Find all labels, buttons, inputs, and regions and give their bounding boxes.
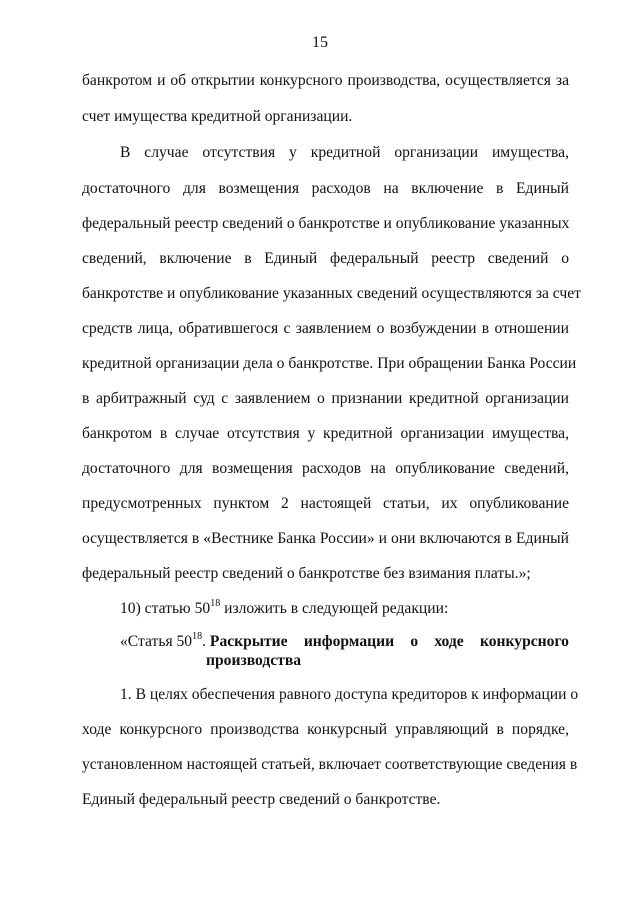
text-line: федеральный реестр сведений о банкротстве и опубликование указанных — [82, 215, 570, 232]
heading-word: конкурсного — [479, 633, 569, 650]
item-superscript: 18 — [210, 597, 221, 609]
text-line: осуществляется в «Вестнике Банка России» и они включаются в Единый — [82, 530, 569, 547]
text-line: достаточного для возмещения расходов на опубликование сведений, — [82, 460, 569, 477]
text-line: ходе конкурсного производства конкурсный управляющий в порядке, — [82, 721, 569, 738]
text-line: счет имущества кредитной организации. — [82, 108, 353, 125]
text-line: средств лица, обратившегося с заявлением о возбуждении в отношении — [82, 320, 569, 337]
text-line: предусмотренных пунктом 2 настоящей статьи, их опубликование — [82, 495, 569, 512]
text-line: банкротстве и опубликование указанных сведений осуществляются за счет — [82, 285, 581, 302]
text-line: банкротом в случае отсутствия у кредитной организации имущества, — [82, 425, 569, 442]
paragraph-first-line: В случае отсутствия у кредитной организации имущества, — [120, 144, 569, 161]
text-line: кредитной организации дела о банкротстве. При обращении Банка России — [82, 355, 577, 372]
item-text: 10) статью 50 — [120, 600, 211, 617]
text-line: достаточного для возмещения расходов на включение в Единый — [82, 180, 569, 197]
text-line: Единый федеральный реестр сведений о банкротстве. — [82, 791, 441, 808]
item-text-end: изложить в следующей редакции: — [220, 600, 449, 617]
article-label: «Статья $50^{18}$. Раскрытие — [120, 630, 288, 650]
text-line: банкротом и об открытии конкурсного производства, осуществляется за — [82, 72, 569, 89]
amendment-item — [120, 599, 569, 619]
page-number: 15 — [312, 34, 328, 51]
paragraph-first-line: 1. В целях обеспечения равного доступа кредиторов к информации о — [120, 686, 579, 703]
text-line: сведений, включение в Единый федеральный реестр сведений о — [82, 250, 569, 267]
heading-word: ходе — [434, 633, 464, 650]
heading-continuation: производства — [206, 652, 302, 669]
heading-word: информации — [303, 633, 395, 650]
article-heading — [120, 632, 569, 670]
heading-word: о — [410, 633, 419, 650]
text-line: в арбитражный суд с заявлением о признании кредитной организации — [82, 390, 569, 407]
text-line: установленном настоящей статьей, включает соответствующие сведения в — [82, 756, 578, 773]
text-line: федеральный реестр сведений о банкротстве без взимания платы.»; — [82, 565, 531, 582]
